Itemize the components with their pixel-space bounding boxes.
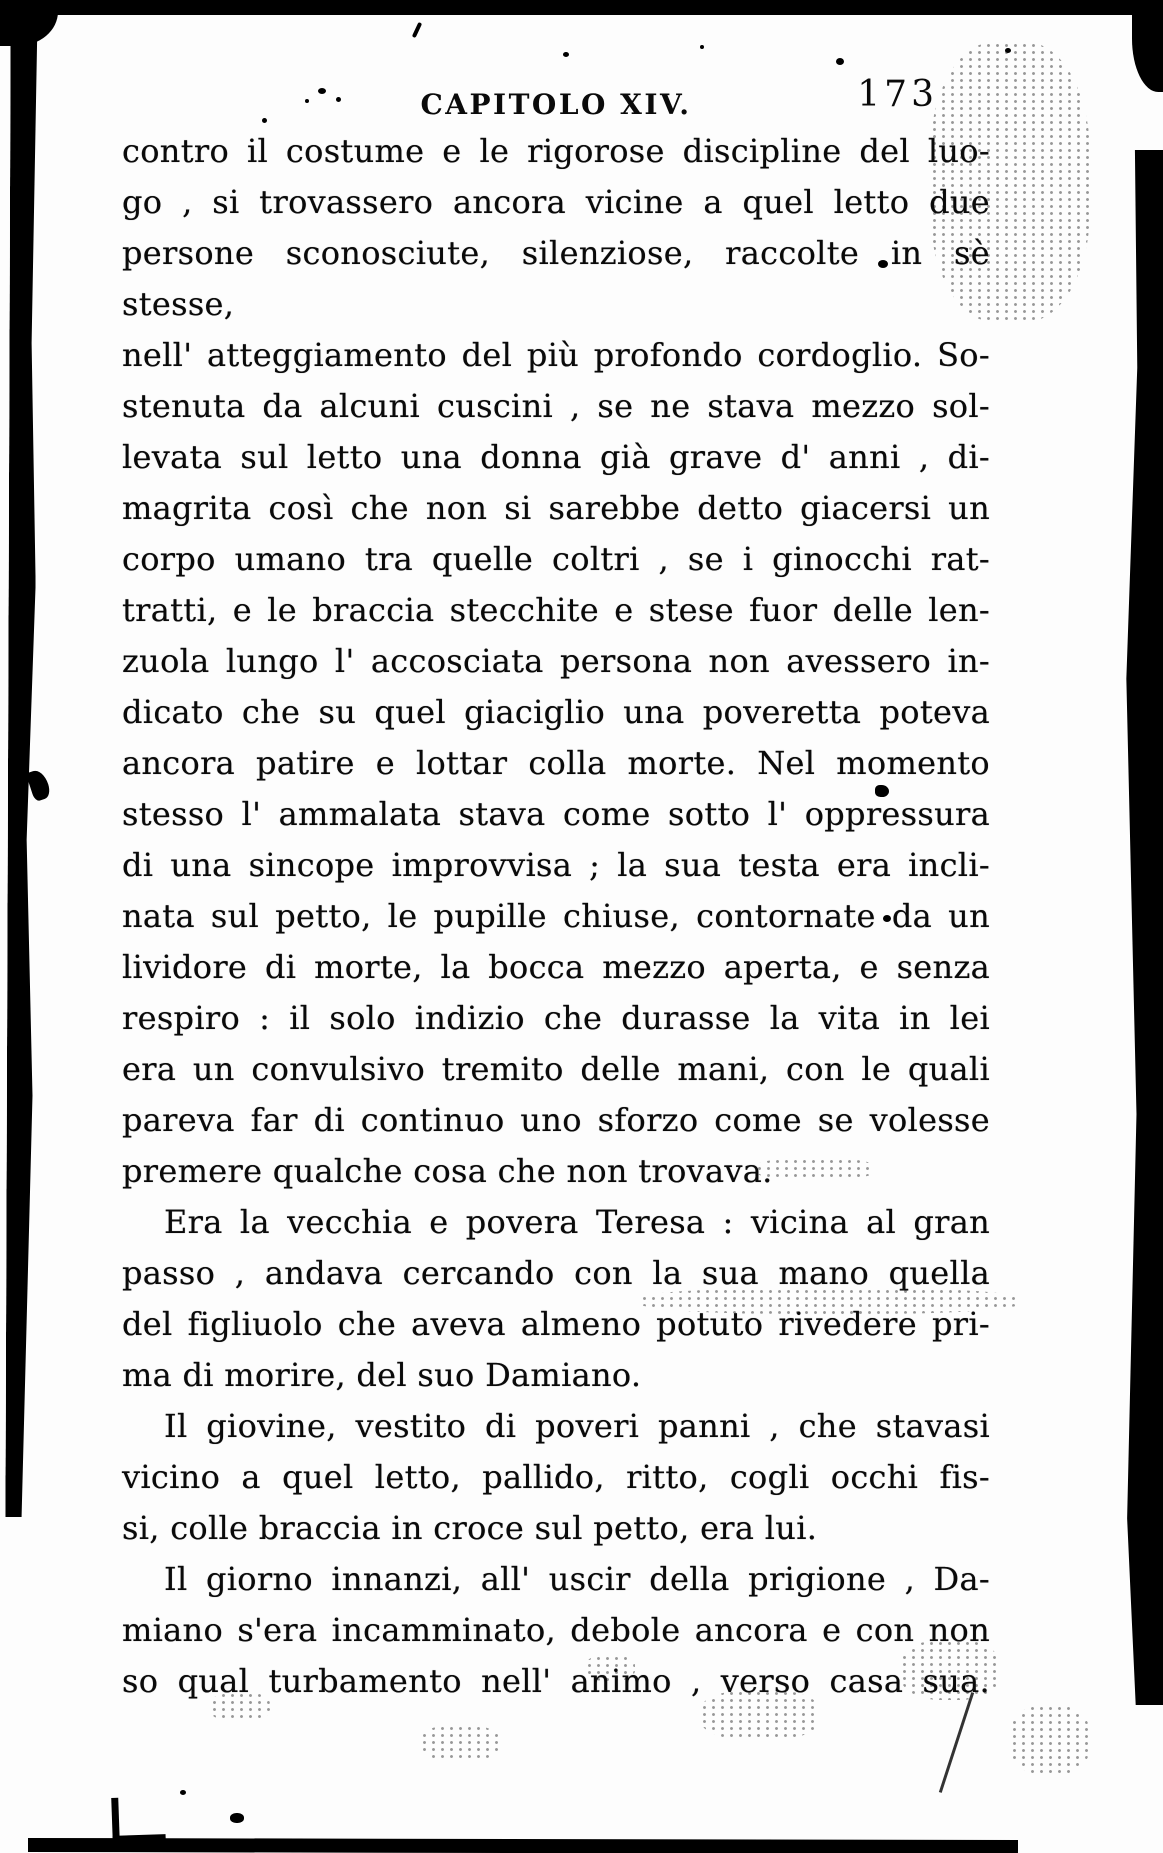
scan-border-top (0, 0, 1163, 15)
text-line: contro il costume e le rigorose discipline del luo- (122, 132, 990, 170)
scan-corner-top-right (1132, 10, 1163, 92)
text-line: miano s'era incamminato, debole ancora e con non (122, 1611, 990, 1649)
text-line: era un convulsivo tremito delle mani, con le quali (122, 1050, 990, 1088)
text-line: ma di morire, del suo Damiano. (122, 1356, 642, 1394)
text-line: vicino a quel letto, pallido, ritto, cogli occhi fis- (122, 1458, 990, 1496)
text-line: tratti, e le braccia stecchite e stese fuor delle len- (122, 591, 990, 629)
page-number: 173 (857, 74, 938, 115)
text-line: si, colle braccia in croce sul petto, era lui. (122, 1509, 818, 1547)
text-line: dicato che su quel giaciglio una poveretta poteva (122, 693, 990, 731)
text-line: persone sconosciute, silenziose, raccolte in sè stesse, (122, 234, 990, 323)
page-text (122, 126, 990, 1707)
text-line: del figliuolo che aveva almeno potuto rivedere pri- (122, 1305, 990, 1343)
text-line: nell' atteggiamento del più profondo cordoglio. So- (122, 336, 990, 374)
text-line: so qual turbamento nell' animo , verso casa sua. (122, 1662, 990, 1700)
text-line: stenuta da alcuni cuscini , se ne stava mezzo sol- (122, 387, 990, 425)
text-line: Il giovine, vestito di poveri panni , che stavasi (164, 1407, 990, 1445)
text-line: nata sul petto, le pupille chiuse, contornate da un (122, 897, 990, 935)
text-line: Era la vecchia e povera Teresa : vicina al gran (164, 1203, 990, 1241)
scan-border-left (5, 12, 37, 1517)
text-line: zuola lungo l' accosciata persona non avessero in- (122, 642, 990, 680)
text-line: corpo umano tra quelle coltri , se i ginocchi rat- (122, 540, 990, 578)
chapter-title: CAPITOLO XIV. (420, 88, 692, 121)
text-line: levata sul letto una donna già grave d' anni , di- (122, 438, 990, 476)
scan-border-right (1124, 150, 1163, 1705)
page-corner-fold-mark (111, 1796, 166, 1843)
text-line: pareva far di continuo uno sforzo come se volesse (122, 1101, 990, 1139)
text-line: lividore di morte, la bocca mezzo aperta, e senza (122, 948, 990, 986)
text-line: Il giorno innanzi, all' uscir della prigione , Da- (164, 1560, 990, 1598)
text-line: ancora patire e lottar colla morte. Nel momento (122, 744, 990, 782)
text-line: respiro : il solo indizio che durasse la vita in lei (122, 999, 990, 1037)
scan-border-left-bump (26, 768, 52, 802)
text-line: stesso l' ammalata stava come sotto l' oppressura (122, 795, 990, 833)
text-line: passo , andava cercando con la sua mano quella (122, 1254, 990, 1292)
text-line: di una sincope improvvisa ; la sua testa era incli- (122, 846, 990, 884)
text-line: premere qualche cosa che non trovava. (122, 1152, 773, 1190)
text-line: go , si trovassero ancora vicine a quel letto due (122, 183, 990, 221)
text-line: magrita così che non si sarebbe detto giacersi un (122, 489, 990, 527)
scan-border-bottom (28, 1838, 1018, 1853)
